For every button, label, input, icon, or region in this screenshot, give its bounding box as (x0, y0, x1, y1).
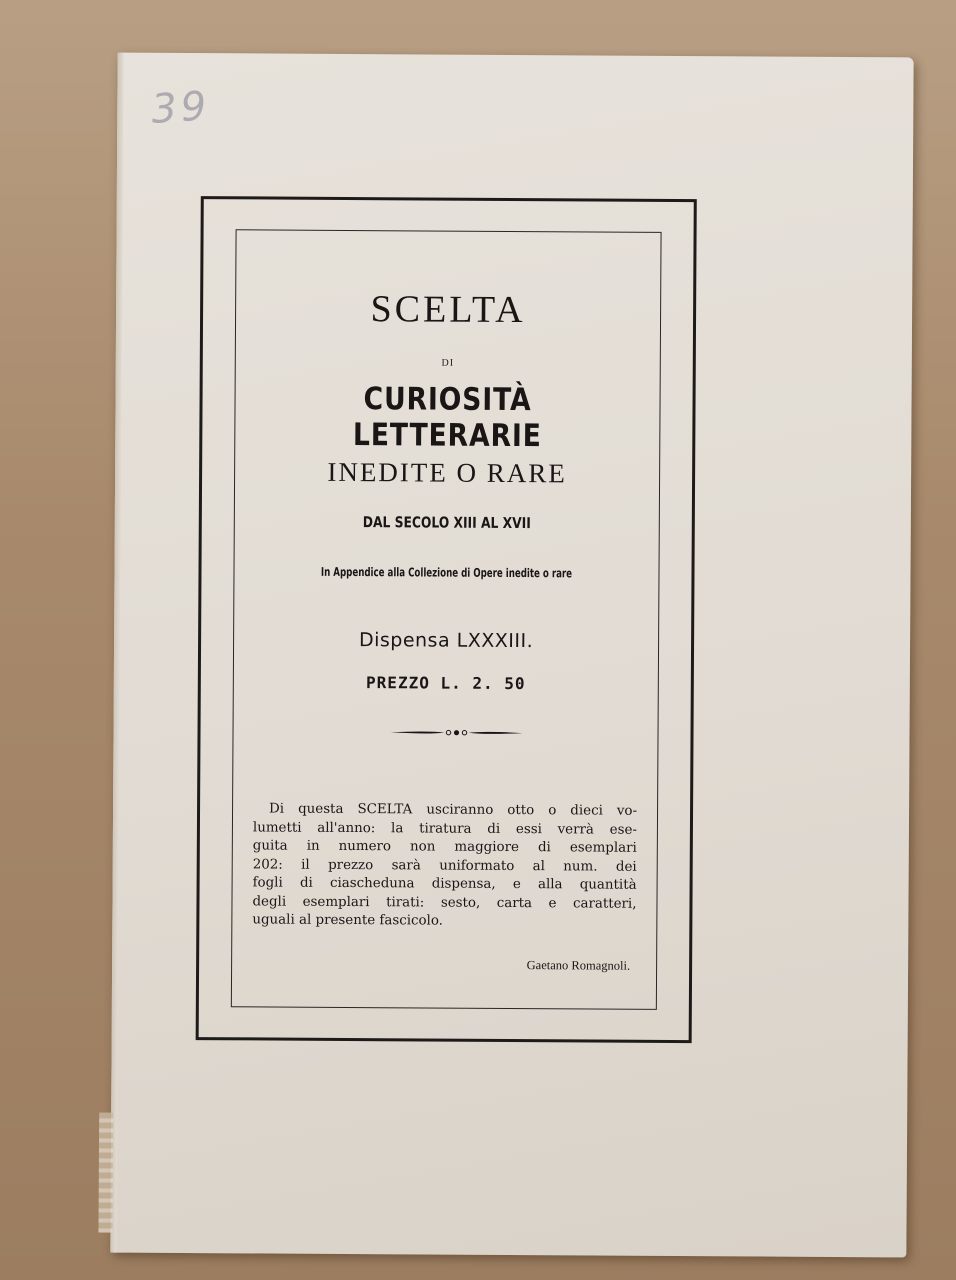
booklet-cover (110, 53, 913, 1258)
notice-line: guita in numero non maggiore di esemplari (252, 838, 637, 856)
notice-line: uguali al presente fascicolo. (252, 912, 443, 929)
notice-line: lumetti all'anno: la tiratura di essi verrà ese- (252, 819, 637, 838)
title-main: CURIOSITÀ LETTERARIE (352, 381, 542, 455)
price-line: PREZZO L. 2. 50 (366, 673, 526, 694)
notice-line: 202: il prezzo sarà uniformato al num. dei (252, 856, 637, 875)
subtitle: INEDITE O RARE (327, 456, 567, 489)
notice-line: Di questa SCELTA usciranno otto o dieci vo- (269, 801, 638, 819)
title-frame-outer (196, 196, 697, 1043)
handwritten-inventory-number: 39 (149, 83, 212, 133)
ornament-divider-icon (388, 725, 524, 740)
title-di: DI (441, 357, 455, 369)
notice-line: fogli di ciascheduna dispensa, e alla quantità (252, 875, 637, 893)
title-block (237, 230, 661, 973)
period-line: DAL SECOLO XIII AL XVII (362, 513, 531, 533)
publisher-notice (252, 800, 637, 932)
title-scelta: SCELTA (370, 288, 526, 332)
title-frame-inner (231, 229, 662, 1010)
torn-spine-strip (98, 1112, 113, 1232)
appendix-line: In Appendice alla Collezione di Opere inedite o rare (320, 564, 573, 581)
dispensa-number: Dispensa LXXXIII. (358, 629, 534, 653)
publisher-signature: Gaetano Romagnoli. (526, 958, 631, 973)
notice-line: degli esemplari tirati: sesto, carta e caratteri, (252, 893, 637, 912)
